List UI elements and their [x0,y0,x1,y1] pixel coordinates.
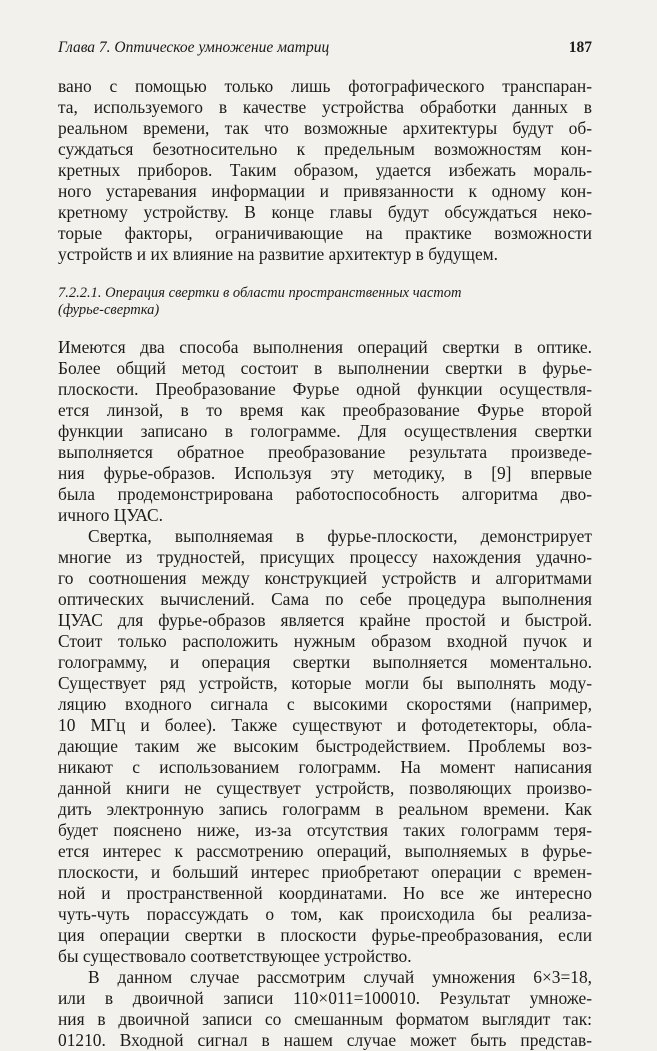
text-line: оптических вычислений. Сама по себе процедура выполнения [58,589,592,609]
text-line: ется линзой, в то время как преобразование Фурье второй [58,400,592,420]
text-line: устройств и их влияние на развитие архитектур в будущем. [58,244,499,264]
text-line: суждаться безотносительно к предельным возможностям кон- [58,139,592,159]
text-line: ция операции свертки в плоскости фурье-преобразования, если [58,925,592,945]
text-line: или в двоичной записи 110×011=100010. Результат умноже- [58,988,592,1008]
text-line: чуть-чуть порассуждать о том, как происходила бы реализа- [58,904,592,924]
text-line: торые факторы, ограничивающие на практике возможности [58,223,592,243]
text-line: плоскости. Преобразование Фурье одной функции осуществля- [58,379,592,399]
text-line: В данном случае рассмотрим случай умножения 6×3=18, [88,967,592,987]
text-line: реальном времени, так что возможные архитектуры будут об- [58,118,592,138]
paragraph-2 [58,526,592,967]
text-line: ичного ЦУАС. [58,505,163,525]
paragraph-3 [58,967,592,1051]
page-number: 187 [568,39,592,56]
section-heading-line: (фурье-свертка) [58,302,160,318]
chapter-title: Глава 7. Оптическое умножение матриц [58,39,330,56]
text-line: ния фурье-образов. Используя эту методику, в [9] впервые [58,463,592,483]
intro-paragraph [58,76,592,265]
text-line: 01210. Входной сигнал в нашем случае может быть представ- [58,1030,592,1050]
text-line: ляцию входного сигнала с высокими скоростями (например, [58,694,592,714]
text-line: выполняется обратное преобразование результата произведе- [58,442,592,462]
text-line: ется интерес к рассмотрению операций, выполняемых в фурье- [58,841,592,861]
text-line: го соотношения между конструкцией устройств и алгоритмами [58,568,592,588]
text-line: голограмму, и операция свертки выполняется моментально. [58,652,592,672]
book-page [58,38,592,1051]
text-line: ного устаревания информации и привязанности к одному кон- [58,181,592,201]
text-line: ной и пространственной координатами. Но все же интересно [58,883,592,903]
text-line: ЦУАС для фурье-образов является крайне простой и быстрой. [58,610,592,630]
text-line: Имеются два способа выполнения операций свертки в оптике. [58,337,592,357]
paragraph-1 [58,337,592,526]
text-line: та, используемого в качестве устройства обработки данных в [58,97,592,117]
text-line: вано с помощью только лишь фотографического транспаран- [58,76,592,96]
text-line: будет пояснено ниже, из-за отсутствия таких голограмм теря- [58,820,592,840]
text-line: кретному устройству. В конце главы будут обсуждаться неко- [58,202,592,222]
text-line: кретных приборов. Таким образом, удается избежать мораль- [58,160,592,180]
text-line: многие из трудностей, присущих процессу нахождения удачно- [58,547,592,567]
text-line: дить электронную запись голограмм в реальном времени. Как [58,799,592,819]
text-line: плоскости, и больший интерес приобретают операции с времен- [58,862,592,882]
text-line: Существует ряд устройств, которые могли бы выполнять моду- [58,673,592,693]
text-line: никают с использованием голограмм. На момент написания [58,757,592,777]
text-line: Более общий метод состоит в выполнении свертки в фурье- [58,358,592,378]
text-line: данной книги не существует устройств, позволяющих произво- [58,778,592,798]
text-line: ния в двоичной записи со смешанным форматом выглядит так: [58,1009,592,1029]
section-heading-line: 7.2.2.1. Операция свертки в области пространственных частот [58,285,462,301]
text-line: Свертка, выполняемая в фурье-плоскости, демонстрирует [88,526,592,546]
text-line: бы существовало соответствующее устройство. [58,946,412,966]
text-line: 10 МГц и более). Также существуют и фотодетекторы, обла- [58,715,592,735]
text-line: дающие таким же высоким быстродействием. Проблемы воз- [58,736,592,756]
section-heading [58,285,592,319]
running-head [58,38,592,58]
text-line: была продемонстрирована работоспособность алгоритма дво- [58,484,592,504]
text-line: функции записано в голограмме. Для осуществления свертки [58,421,592,441]
text-line: Стоит только расположить нужным образом входной пучок и [58,631,592,651]
